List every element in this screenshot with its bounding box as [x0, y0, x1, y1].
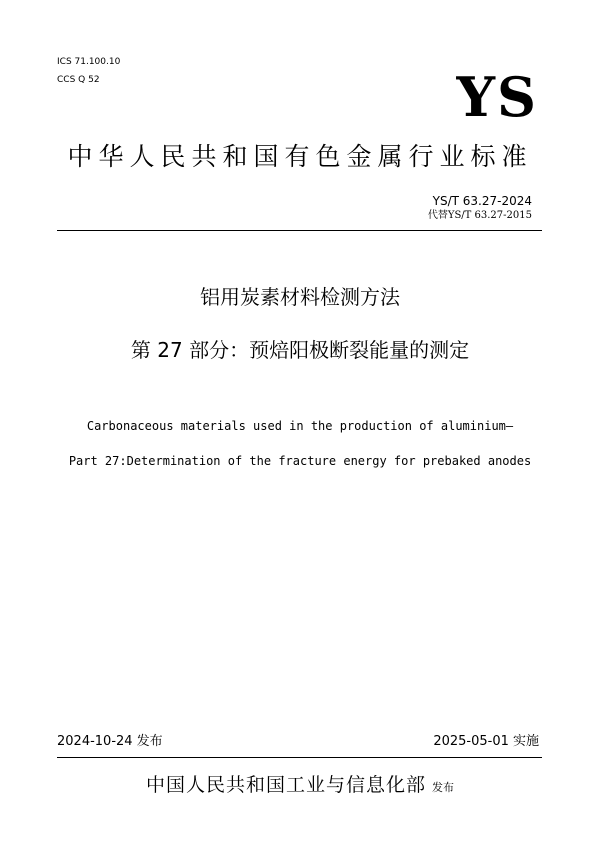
standard-code: YS/T 63.27-2024 — [432, 194, 532, 208]
publisher-suffix: 发布 — [432, 781, 454, 794]
bottom-divider — [57, 757, 542, 758]
standard-category-title: 中华人民共和国有色金属行业标准 — [67, 142, 533, 171]
ccs-code: CCS Q 52 — [57, 75, 100, 85]
issue-date: 2024-10-24 发布 — [57, 734, 163, 749]
publisher — [0, 774, 600, 797]
document-title-en-line1: Carbonaceous materials used in the production of aluminium— — [86, 419, 514, 433]
implementation-date: 2025-05-01 实施 — [433, 734, 539, 749]
document-title-cn-line1: 铝用炭素材料检测方法 — [200, 285, 400, 309]
publisher-name: 中国人民共和国工业与信息化部 — [145, 774, 426, 796]
ics-code: ICS 71.100.10 — [57, 57, 121, 67]
ys-logo: YS — [456, 65, 538, 129]
top-divider — [57, 230, 542, 231]
document-title-en-line2: Part 27:Determination of the fracture energy for prebaked anodes — [68, 454, 532, 468]
document-title-cn-line2: 第 27 部分：预焙阳极断裂能量的测定 — [130, 338, 470, 362]
replaces-standard: 代替YS/T 63.27-2015 — [427, 210, 532, 221]
